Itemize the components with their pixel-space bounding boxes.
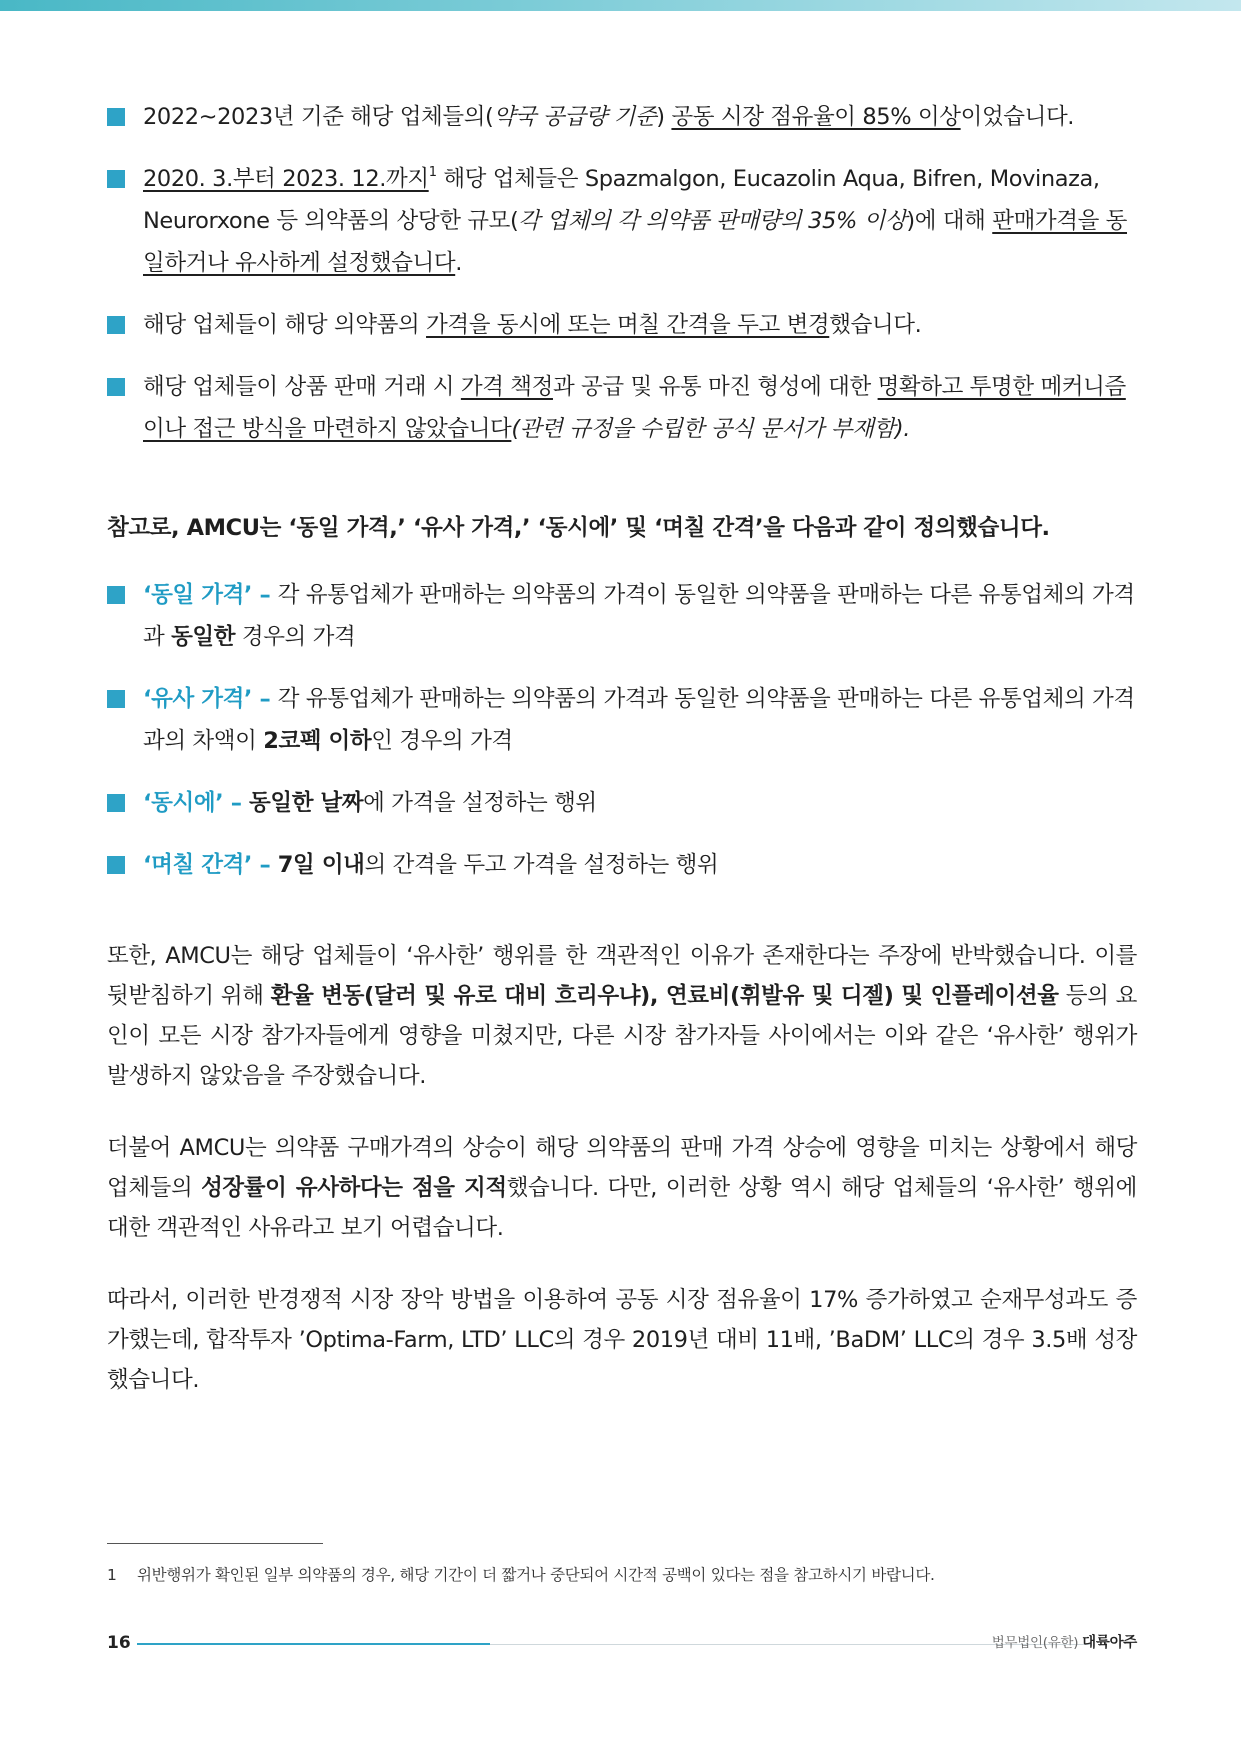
bullet-same-price-period: [107, 158, 1137, 284]
bold-text: 2코펙 이하: [263, 728, 372, 754]
square-bullet-icon: [107, 170, 125, 188]
bold-text: 7일 이내: [277, 852, 365, 878]
text: 해당 업체들은 Spazmalgon, Eucazolin Aqua, Bifren, Movinaza, Neurorxone 등 의약품의 상당한 규모(: [143, 166, 1100, 234]
square-bullet-icon: [107, 316, 125, 334]
dash: –: [252, 582, 278, 608]
text: 또한, AMCU는 해당 업체들이 ‘유사한’ 행위를 한 객관적인 이유가 존재한다는 주장에 반박했습니다. 이를 뒷받침하기 위해: [107, 943, 1137, 1009]
underlined-text: 판매가격을 동일하거나 유사하게 설정했습니다: [143, 208, 1128, 276]
square-bullet-icon: [107, 794, 125, 812]
firm-label: [992, 1630, 1137, 1656]
text: 등의 요인이 모든 시장 참가자들에게 영향을 미쳤지만, 다른 시장 참가자들 사이에서는 이와 같은 ‘유사한’ 행위가 발생하지 않았음을 주장했습니다.: [107, 983, 1137, 1089]
text: 에 가격을 설정하는 행위: [363, 790, 597, 816]
text: .: [455, 250, 462, 276]
text: 경우의 가격: [235, 624, 356, 650]
italic-text: 약국 공급량 기준: [493, 104, 657, 130]
paragraph-conclusion: 따라서, 이러한 반경쟁적 시장 장악 방법을 이용하여 공동 시장 점유율이 17% 증가하였고 순재무성과도 증가했는데, 합작투자 ’Optima-Farm, LTD’ LLC의 경우 2019년 대비 11배, ’BaDM’ LLC의 경우 3.5배 성장했습니다.: [107, 1287, 1137, 1393]
page-footer: [107, 1630, 1137, 1656]
italic-text: 각 업체의 각 의약품 판매량의 35% 이상: [518, 208, 907, 234]
bold-text: 동일한: [171, 624, 236, 650]
text: 2022~2023년 기준 해당 업체들의(: [143, 104, 494, 130]
firm-prefix: 법무법인(유한): [991, 1635, 1083, 1651]
bullet-price-change: [107, 304, 1137, 346]
text: 과 공급 및 유통 마진 형성에 대한: [552, 374, 878, 400]
square-bullet-icon: [107, 586, 125, 604]
text: 인 경우의 가격: [371, 728, 513, 754]
footnote-text: 위반행위가 확인된 일부 의약품의 경우, 해당 기간이 더 짧거나 중단되어 시간적 공백이 있다는 점을 참고하시기 바랍니다.: [137, 1566, 935, 1584]
dash: –: [252, 852, 278, 878]
top-decorative-band: [0, 0, 1241, 11]
paragraph-growth-rate: [107, 1128, 1137, 1248]
underlined-text: 명확하고 투명한 메커니즘이나 접근 방식을 마련하지 않았습니다: [143, 374, 1126, 442]
underlined-text: 공동 시장 점유율이 85% 이상: [671, 104, 961, 130]
text: 이었습니다.: [960, 104, 1075, 130]
text: 의 간격을 두고 가격을 설정하는 행위: [364, 852, 719, 878]
dash: –: [223, 790, 250, 816]
text: )에 대해: [906, 208, 993, 234]
bold-text: 성장률이 유사하다는 점을 지적: [201, 1175, 507, 1201]
definition-term: ‘유사 가격’: [143, 686, 253, 712]
text: 했습니다.: [829, 312, 922, 338]
text: 해당 업체들이 해당 의약품의: [143, 312, 427, 338]
dash: –: [252, 686, 278, 712]
definitions-heading: 참고로, AMCU는 ‘동일 가격,’ ‘유사 가격,’ ‘동시에’ 및 ‘며칠 간격’을 다음과 같이 정의했습니다.: [107, 515, 1050, 541]
underlined-text: 가격 책정: [460, 374, 553, 400]
definition-term: ‘동시에’: [143, 790, 224, 816]
page-number: 16: [107, 1633, 131, 1653]
footnote-number: 1: [107, 1566, 117, 1584]
square-bullet-icon: [107, 856, 125, 874]
definition-term: ‘며칠 간격’: [143, 852, 253, 878]
underlined-text: 가격을 동시에 또는 며칠 간격을 두고 변경: [426, 312, 830, 338]
footnote-divider: [107, 1543, 323, 1544]
footer-accent-line: [137, 1643, 490, 1645]
text: 각 유통업체가 판매하는 의약품의 가격이 동일한 의약품을 판매하는 다른 유통업체의 가격과: [143, 582, 1135, 650]
definition-simultaneous: [107, 782, 1137, 824]
italic-text: (관련 규정을 수립한 공식 문서가 부재함).: [511, 416, 911, 442]
definition-few-days-interval: [107, 844, 1137, 886]
definition-term: ‘동일 가격’: [143, 582, 253, 608]
text: ): [656, 104, 672, 130]
text: 했습니다. 다만, 이러한 상황 역시 해당 업체들의 ‘유사한’ 행위에 대한 객관적인 사유라고 보기 어렵습니다.: [107, 1175, 1138, 1241]
text: 각 유통업체가 판매하는 의약품의 가격과 동일한 의약품을 판매하는 다른 유통업체의 가격과의 차액이: [143, 686, 1135, 754]
definition-similar-price: [107, 678, 1137, 762]
bullet-market-share: [107, 96, 1137, 138]
bold-text: 동일한 날짜: [249, 790, 364, 816]
square-bullet-icon: [107, 690, 125, 708]
square-bullet-icon: [107, 108, 125, 126]
square-bullet-icon: [107, 378, 125, 396]
footnote-reference: 1: [428, 165, 437, 180]
document-body: [107, 96, 1137, 1400]
footnote: [107, 1564, 1137, 1586]
text: 더불어 AMCU는 의약품 구매가격의 상승이 해당 의약품의 판매 가격 상승에 영향을 미치는 상황에서 해당 업체들의: [107, 1135, 1138, 1201]
bold-text: 환율 변동(달러 및 유로 대비 흐리우냐), 연료비(휘발유 및 디젤) 및 인플레이션율: [270, 983, 1059, 1009]
text: 해당 업체들이 상품 판매 거래 시: [143, 374, 461, 400]
paragraph-rebuttal: [107, 936, 1137, 1096]
definition-same-price: [107, 574, 1137, 658]
firm-name: 대륙아주: [1082, 1635, 1137, 1651]
bullet-no-mechanism: [107, 366, 1137, 450]
underlined-text: 2020. 3.부터 2023. 12.까지: [143, 166, 429, 192]
